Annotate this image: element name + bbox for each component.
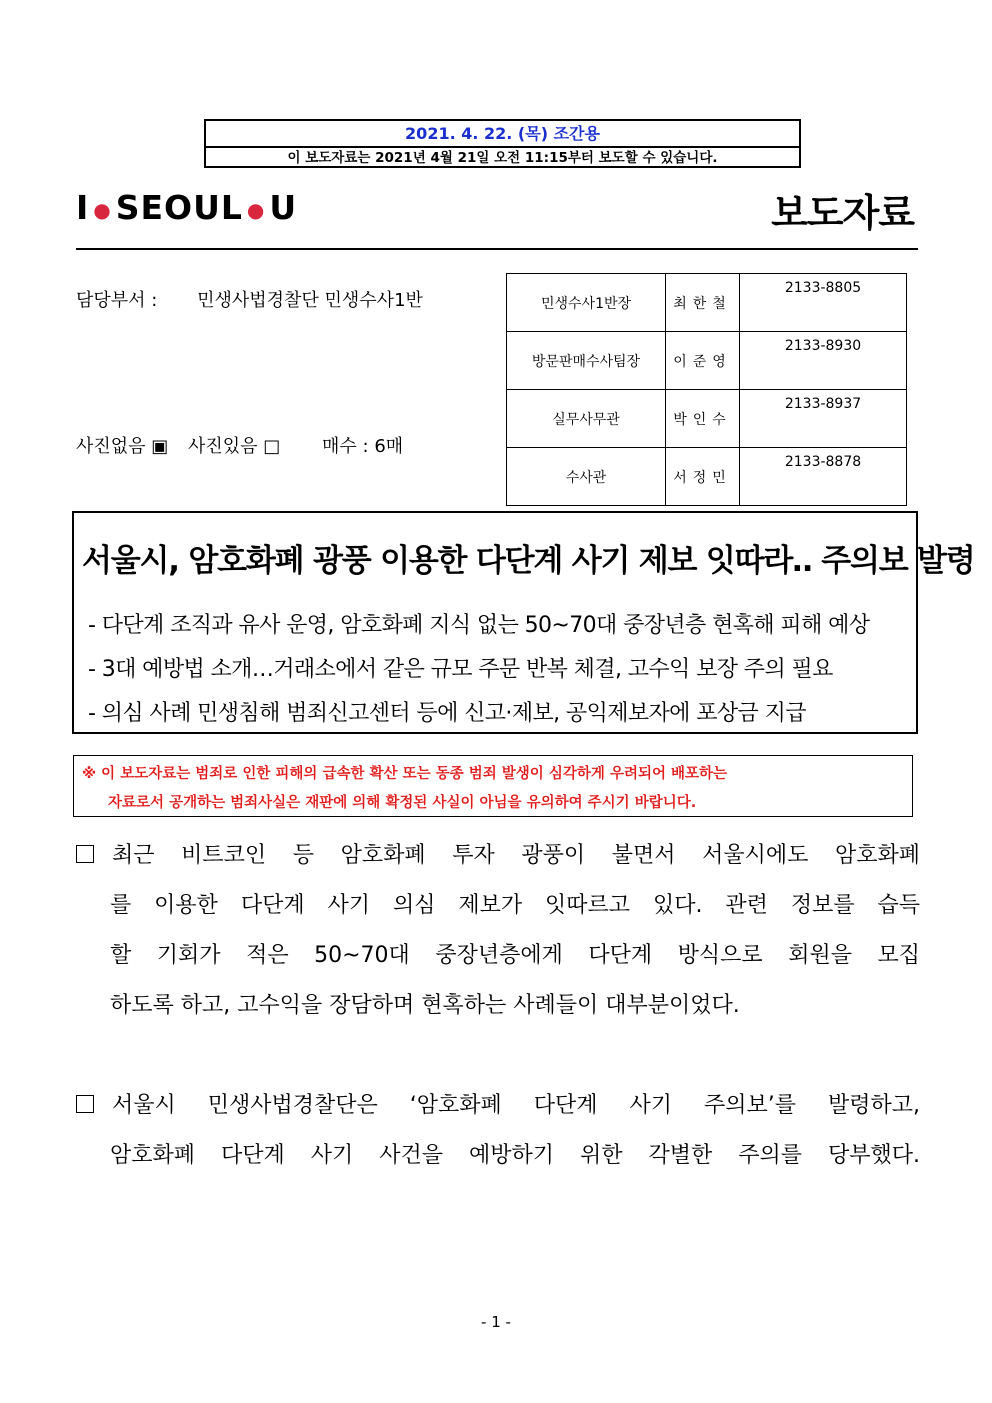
contact-name: 서정민	[666, 448, 740, 506]
department-label: 담당부서 :	[76, 290, 158, 311]
contact-name: 박인수	[666, 390, 740, 448]
has-photo-checkbox: 사진있음 □	[188, 436, 281, 457]
table-divider	[906, 481, 907, 495]
contact-name: 이준영	[666, 332, 740, 390]
paragraph-line: 하도록 하고, 고수익을 장담하며 현혹하는 사례들이 대부분이었다.	[110, 993, 740, 1018]
no-photo-checkbox: 사진없음 ▣	[76, 436, 169, 457]
photo-info	[76, 432, 417, 458]
bullet-box-icon	[76, 1095, 94, 1113]
paragraph-line: 서울시 민생사법경찰단은 ‘암호화폐 다단계 사기 주의보’를 발령하고,	[112, 1093, 920, 1118]
contact-table	[506, 273, 907, 506]
seoul-logo	[76, 188, 297, 227]
page-number: - 1 -	[481, 1313, 511, 1331]
contact-role: 민생수사1반장	[507, 274, 666, 332]
paragraph-line: 할 기회가 적은 50~70대 중장년층에게 다단계 방식으로 회원을 모집	[110, 943, 920, 968]
contact-role: 실무사무관	[507, 390, 666, 448]
bullet-box-icon	[76, 845, 94, 863]
contact-phone: 2133-8805	[740, 274, 907, 332]
notice-line: 자료로서 공개하는 범죄사실은 재판에 의해 확정된 사실이 아님을 유의하여 주시기 바랍니다.	[108, 795, 697, 811]
embargo-date: 2021. 4. 22. (목) 조간용	[206, 121, 799, 148]
contact-row	[507, 448, 907, 506]
headline-subpoint: - 의심 사례 민생침해 범죄신고센터 등에 신고·제보, 공익제보자에 포상금 지급	[88, 701, 806, 726]
legal-notice	[73, 755, 913, 817]
contact-row	[507, 332, 907, 390]
headline-subpoint: - 다단계 조직과 유사 운영, 암호화폐 지식 없는 50~70대 중장년층 현혹해 피해 예상	[88, 613, 870, 638]
body-paragraph	[76, 831, 920, 1031]
contact-role: 수사관	[507, 448, 666, 506]
logo-dot-icon: ●	[93, 197, 112, 222]
embargo-release-time: 이 보도자료는 2021년 4월 21일 오전 11:15부터 보도할 수 있습니다.	[287, 150, 718, 166]
notice-line: ※ 이 보도자료는 범죄로 인한 피해의 급속한 확산 또는 동종 범죄 발생이 심각하게 우려되어 배포하는	[82, 766, 728, 782]
contact-row	[507, 274, 907, 332]
department-info	[76, 286, 423, 312]
headline-subpoint: - 3대 예방법 소개…거래소에서 같은 규모 주문 반복 체결, 고수익 보장 주의 필요	[88, 657, 833, 682]
headline-box	[72, 511, 975, 734]
report-label: 보도자료	[771, 191, 914, 235]
body-paragraph	[76, 1081, 920, 1181]
embargo-box	[204, 119, 801, 168]
paragraph-line: 를 이용한 다단계 사기 의심 제보가 잇따르고 있다. 관련 정보를 습득	[110, 893, 920, 918]
header-divider	[76, 248, 918, 250]
contact-phone: 2133-8930	[740, 332, 907, 390]
contact-role: 방문판매수사팀장	[507, 332, 666, 390]
contact-phone: 2133-8937	[740, 390, 907, 448]
logo-seoul: SEOUL	[115, 188, 243, 227]
contact-name: 최한철	[666, 274, 740, 332]
logo-dot-icon: ●	[246, 197, 266, 222]
headline-title: 서울시, 암호화폐 광풍 이용한 다단계 사기 제보 잇따라‥ 주의보 발령	[82, 543, 975, 579]
contact-row	[507, 390, 907, 448]
department-value: 민생사법경찰단 민생수사1반	[197, 290, 423, 311]
paragraph-line: 최근 비트코인 등 암호화폐 투자 광풍이 불면서 서울시에도 암호화폐	[112, 843, 920, 868]
paragraph-line: 암호화폐 다단계 사기 사건을 예방하기 위한 각별한 주의를 당부했다.	[110, 1143, 920, 1168]
contact-phone: 2133-8878	[740, 448, 907, 506]
logo-u: U	[269, 188, 298, 227]
logo-i: I	[76, 188, 90, 227]
page-count: 매수 : 6매	[322, 436, 404, 457]
